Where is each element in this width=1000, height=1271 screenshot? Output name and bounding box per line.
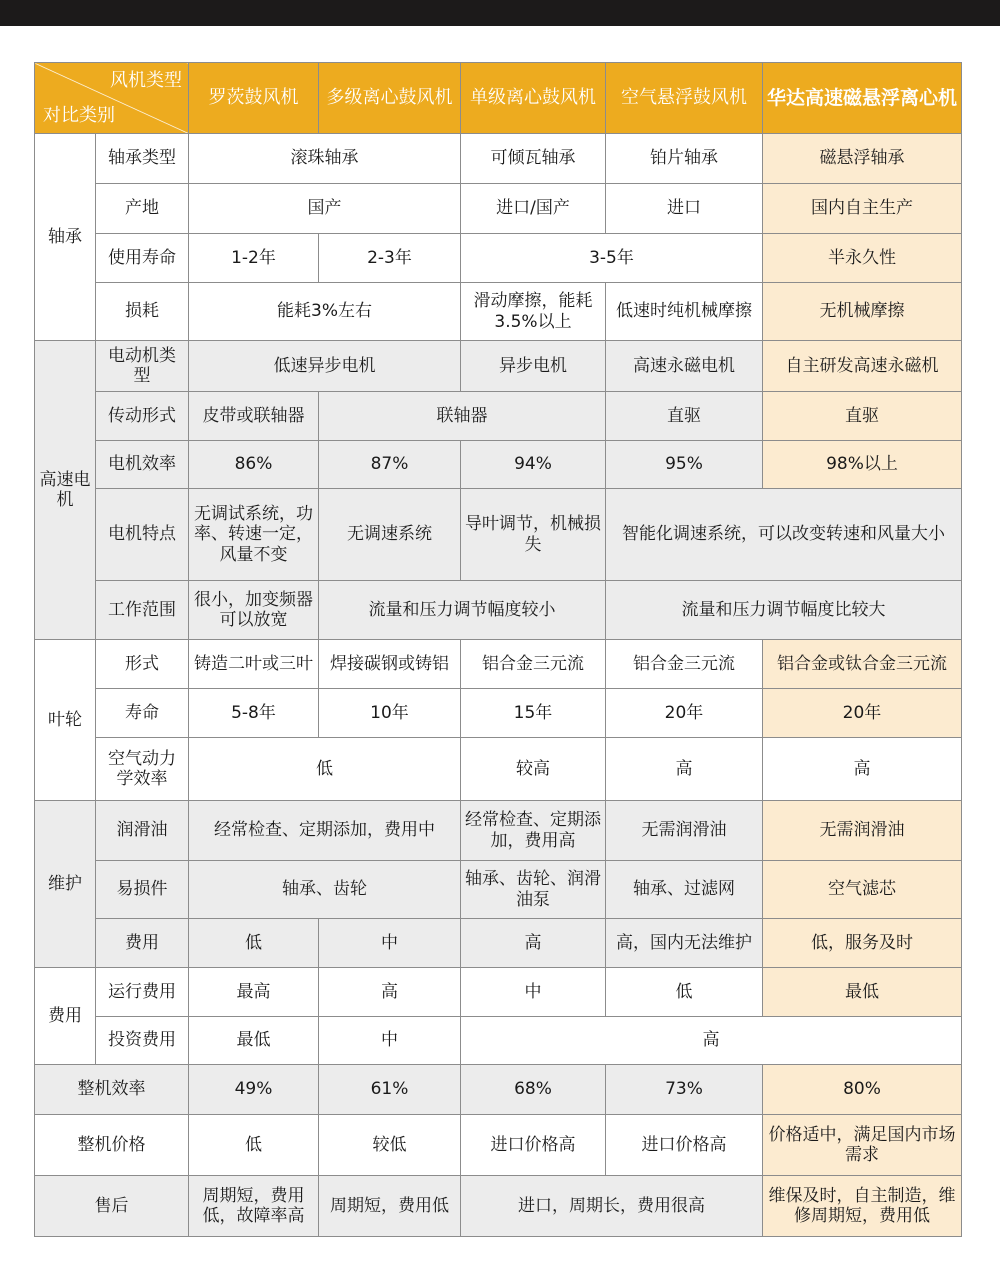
highlight-cell: 铝合金或钛合金三元流	[763, 640, 962, 689]
table-cell: 很小，加变频器可以放宽	[189, 581, 319, 640]
table-row	[35, 1115, 962, 1176]
table-cell: 智能化调速系统，可以改变转速和风量大小	[606, 489, 962, 581]
table-cell: 5-8年	[189, 689, 319, 738]
table-row	[35, 581, 962, 640]
table-cell: 可倾瓦轴承	[461, 134, 606, 184]
table-cell: 滑动摩擦，能耗3.5%以上	[461, 283, 606, 341]
table-cell: 86%	[189, 441, 319, 489]
highlight-cell: 价格适中，满足国内市场需求	[763, 1115, 962, 1176]
table-cell: 铸造二叶或三叶	[189, 640, 319, 689]
table-cell: 高速永磁电机	[606, 341, 763, 392]
row-label: 损耗	[96, 283, 189, 341]
table-cell: 焊接碳钢或铸铝	[319, 640, 461, 689]
row-label: 传动形式	[96, 392, 189, 441]
table-row	[35, 1065, 962, 1115]
table-cell: 高	[461, 1017, 962, 1065]
table-cell: 低速异步电机	[189, 341, 461, 392]
table-cell: 68%	[461, 1065, 606, 1115]
table-row	[35, 489, 962, 581]
header-row	[35, 63, 962, 134]
table-cell: 轴承、齿轮	[189, 861, 461, 919]
table-cell: 49%	[189, 1065, 319, 1115]
col-header: 多级离心鼓风机	[319, 63, 461, 134]
table-cell: 轴承、齿轮、润滑油泵	[461, 861, 606, 919]
table-cell: 铂片轴承	[606, 134, 763, 184]
category-cell: 高速电机	[35, 341, 96, 640]
table-cell: 进口，周期长，费用很高	[461, 1176, 763, 1237]
row-label: 整机价格	[35, 1115, 189, 1176]
highlight-cell: 最低	[763, 968, 962, 1017]
table-cell: 94%	[461, 441, 606, 489]
table-cell: 1-2年	[189, 234, 319, 283]
table-row	[35, 134, 962, 184]
highlight-cell: 自主研发高速永磁机	[763, 341, 962, 392]
row-label: 投资费用	[96, 1017, 189, 1065]
table-cell: 无调试系统，功率、转速一定，风量不变	[189, 489, 319, 581]
row-label: 电动机类型	[96, 341, 189, 392]
table-row	[35, 392, 962, 441]
highlight-cell: 空气滤芯	[763, 861, 962, 919]
table-cell: 中	[461, 968, 606, 1017]
col-header: 罗茨鼓风机	[189, 63, 319, 134]
row-label: 易损件	[96, 861, 189, 919]
table-cell: 国产	[189, 184, 461, 234]
row-label: 空气动力学效率	[96, 738, 189, 801]
table-cell: 最低	[189, 1017, 319, 1065]
highlight-cell: 无机械摩擦	[763, 283, 962, 341]
row-label: 费用	[96, 919, 189, 968]
table-cell: 滚珠轴承	[189, 134, 461, 184]
table-cell: 最高	[189, 968, 319, 1017]
row-label: 产地	[96, 184, 189, 234]
row-label: 工作范围	[96, 581, 189, 640]
table-cell: 经常检查、定期添加，费用高	[461, 801, 606, 861]
table-row	[35, 801, 962, 861]
table-cell: 皮带或联轴器	[189, 392, 319, 441]
col-header: 单级离心鼓风机	[461, 63, 606, 134]
highlight-cell: 半永久性	[763, 234, 962, 283]
table-cell: 无调速系统	[319, 489, 461, 581]
table-cell: 高	[319, 968, 461, 1017]
table-cell: 高	[763, 738, 962, 801]
highlight-cell: 无需润滑油	[763, 801, 962, 861]
highlight-cell: 80%	[763, 1065, 962, 1115]
table-cell: 直驱	[606, 392, 763, 441]
table-cell: 铝合金三元流	[461, 640, 606, 689]
row-label: 电机效率	[96, 441, 189, 489]
table-row	[35, 919, 962, 968]
category-cell: 叶轮	[35, 640, 96, 801]
table-row	[35, 441, 962, 489]
row-label: 润滑油	[96, 801, 189, 861]
row-label: 售后	[35, 1176, 189, 1237]
table-cell: 低	[189, 738, 461, 801]
table-cell: 进口/国产	[461, 184, 606, 234]
table-cell: 铝合金三元流	[606, 640, 763, 689]
table-row	[35, 1176, 962, 1237]
diagonal-header-cell	[35, 63, 189, 134]
table-cell: 高，国内无法维护	[606, 919, 763, 968]
table-cell: 轴承、过滤网	[606, 861, 763, 919]
table-cell: 87%	[319, 441, 461, 489]
table-row	[35, 341, 962, 392]
top-bar	[0, 0, 1000, 26]
col-header: 空气悬浮鼓风机	[606, 63, 763, 134]
row-label: 使用寿命	[96, 234, 189, 283]
table-cell: 较高	[461, 738, 606, 801]
highlight-cell: 98%以上	[763, 441, 962, 489]
category-cell: 费用	[35, 968, 96, 1065]
table-cell: 导叶调节，机械损失	[461, 489, 606, 581]
table-cell: 较低	[319, 1115, 461, 1176]
highlight-cell: 20年	[763, 689, 962, 738]
table-row	[35, 861, 962, 919]
table-cell: 异步电机	[461, 341, 606, 392]
row-label: 整机效率	[35, 1065, 189, 1115]
table-cell: 3-5年	[461, 234, 763, 283]
row-label: 轴承类型	[96, 134, 189, 184]
table-cell: 进口价格高	[461, 1115, 606, 1176]
table-cell: 高	[461, 919, 606, 968]
table-row	[35, 234, 962, 283]
table-cell: 中	[319, 1017, 461, 1065]
table-cell: 周期短，费用低	[319, 1176, 461, 1237]
category-cell: 轴承	[35, 134, 96, 341]
table-row	[35, 1017, 962, 1065]
table-row	[35, 640, 962, 689]
row-label: 运行费用	[96, 968, 189, 1017]
highlight-cell: 低，服务及时	[763, 919, 962, 968]
table-cell: 低	[606, 968, 763, 1017]
row-label: 寿命	[96, 689, 189, 738]
table-cell: 61%	[319, 1065, 461, 1115]
comparison-table	[34, 62, 962, 1237]
table-cell: 能耗3%左右	[189, 283, 461, 341]
table-cell: 20年	[606, 689, 763, 738]
table-cell: 73%	[606, 1065, 763, 1115]
table-cell: 中	[319, 919, 461, 968]
row-label: 电机特点	[96, 489, 189, 581]
row-label: 形式	[96, 640, 189, 689]
table-cell: 流量和压力调节幅度较小	[319, 581, 606, 640]
table-cell: 10年	[319, 689, 461, 738]
table-cell: 进口价格高	[606, 1115, 763, 1176]
highlight-cell: 维保及时，自主制造，维修周期短，费用低	[763, 1176, 962, 1237]
table-cell: 2-3年	[319, 234, 461, 283]
table-cell: 经常检查、定期添加，费用中	[189, 801, 461, 861]
table-cell: 流量和压力调节幅度比较大	[606, 581, 962, 640]
table-cell: 95%	[606, 441, 763, 489]
col-header-highlight: 华达高速磁悬浮离心机	[763, 63, 962, 134]
table-row	[35, 738, 962, 801]
highlight-cell: 磁悬浮轴承	[763, 134, 962, 184]
category-cell: 维护	[35, 801, 96, 968]
table-cell: 低	[189, 1115, 319, 1176]
table-cell: 进口	[606, 184, 763, 234]
table-row	[35, 689, 962, 738]
table-row	[35, 283, 962, 341]
highlight-cell: 直驱	[763, 392, 962, 441]
table-row	[35, 184, 962, 234]
table-cell: 无需润滑油	[606, 801, 763, 861]
diag-top-label: 风机类型	[110, 70, 182, 91]
table-cell: 低速时纯机械摩擦	[606, 283, 763, 341]
table-cell: 高	[606, 738, 763, 801]
table-cell: 低	[189, 919, 319, 968]
table-cell: 周期短，费用低，故障率高	[189, 1176, 319, 1237]
table-cell: 联轴器	[319, 392, 606, 441]
table-row	[35, 968, 962, 1017]
table-cell: 15年	[461, 689, 606, 738]
diag-bottom-label: 对比类别	[43, 104, 115, 126]
highlight-cell: 国内自主生产	[763, 184, 962, 234]
